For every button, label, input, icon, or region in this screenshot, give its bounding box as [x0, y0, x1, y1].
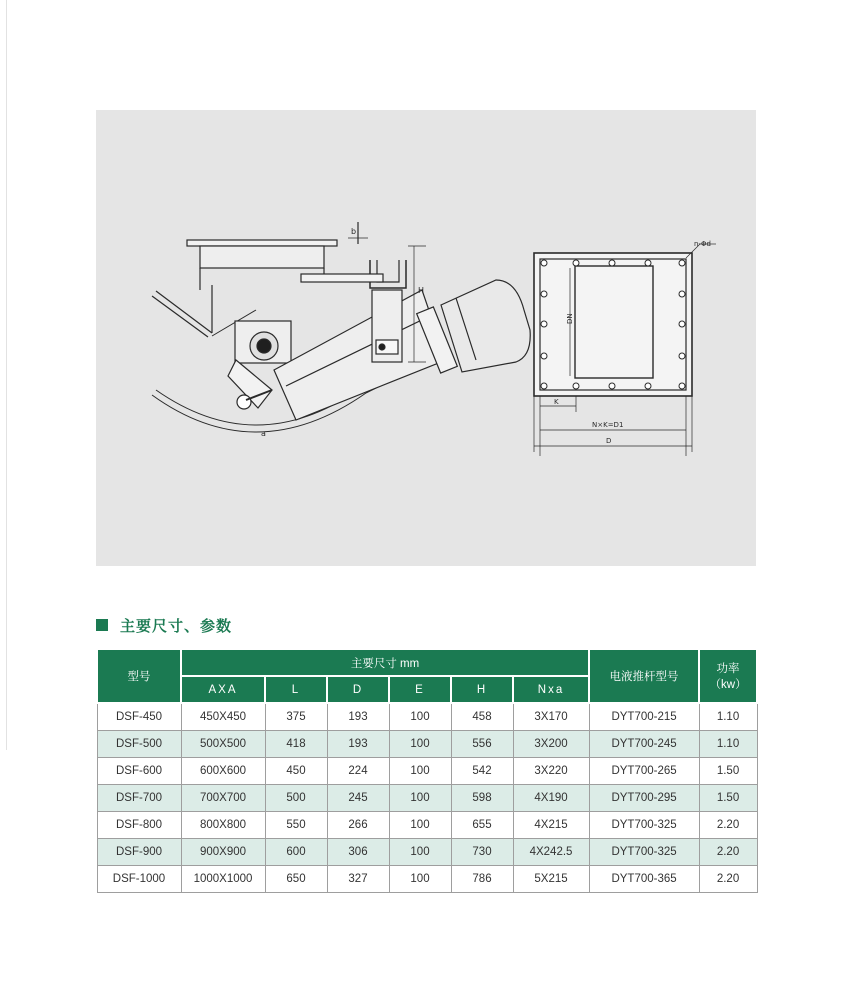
table-cell: 100 — [389, 731, 451, 758]
table-cell: 4X215 — [513, 812, 589, 839]
label-dn: DN — [566, 313, 574, 324]
table-cell: 500X500 — [181, 731, 265, 758]
table-cell: 600 — [265, 839, 327, 866]
header-actuator: 电液推杆型号 — [589, 649, 699, 703]
table-cell: DYT700-215 — [589, 703, 699, 731]
table-cell: 900X900 — [181, 839, 265, 866]
label-nxk-d1: N×K=D1 — [592, 421, 624, 429]
heading-marker-icon — [96, 619, 108, 631]
table-row — [97, 812, 757, 839]
table-cell: DYT700-325 — [589, 812, 699, 839]
table-cell: 306 — [327, 839, 389, 866]
table-cell: 450 — [265, 758, 327, 785]
table-cell: DSF-600 — [97, 758, 181, 785]
table-cell: DYT700-245 — [589, 731, 699, 758]
header-power — [699, 649, 757, 703]
table-cell: 193 — [327, 731, 389, 758]
table-cell: 3X220 — [513, 758, 589, 785]
table-cell: 600X600 — [181, 758, 265, 785]
table-cell: 655 — [451, 812, 513, 839]
spec-table — [96, 648, 758, 893]
header-dims-group: 主要尺寸 mm — [181, 649, 589, 676]
label-h: H — [418, 286, 425, 295]
header-nxa: Nxa — [513, 676, 589, 703]
table-cell: 458 — [451, 703, 513, 731]
table-cell: 3X170 — [513, 703, 589, 731]
table-cell: 550 — [265, 812, 327, 839]
table-cell: 100 — [389, 703, 451, 731]
table-cell: 1.50 — [699, 785, 757, 812]
table-cell: 1000X1000 — [181, 866, 265, 893]
table-cell: 2.20 — [699, 839, 757, 866]
label-d: D — [606, 437, 612, 445]
label-k: K — [554, 398, 559, 406]
table-cell: 450X450 — [181, 703, 265, 731]
header-e: E — [389, 676, 451, 703]
table-cell: 100 — [389, 839, 451, 866]
header-l: L — [265, 676, 327, 703]
table-cell: 2.20 — [699, 866, 757, 893]
page-edge-line — [6, 0, 7, 750]
header-model: 型号 — [97, 649, 181, 703]
table-cell: 266 — [327, 812, 389, 839]
table-cell: 375 — [265, 703, 327, 731]
table-cell: DSF-900 — [97, 839, 181, 866]
technical-drawing-panel — [96, 110, 756, 566]
table-cell: DSF-500 — [97, 731, 181, 758]
label-b: b — [351, 227, 357, 236]
section-heading — [96, 615, 232, 635]
flange-front-view — [534, 240, 716, 456]
table-cell: DYT700-265 — [589, 758, 699, 785]
table-cell: 786 — [451, 866, 513, 893]
table-cell: 800X800 — [181, 812, 265, 839]
table-cell: 2.20 — [699, 812, 757, 839]
label-a: a — [261, 429, 266, 438]
table-cell: DSF-800 — [97, 812, 181, 839]
table-cell: 327 — [327, 866, 389, 893]
table-cell: 650 — [265, 866, 327, 893]
table-cell: DSF-1000 — [97, 866, 181, 893]
label-n-phi-d: n-Φd — [694, 240, 711, 248]
table-cell: 193 — [327, 703, 389, 731]
table-cell: DYT700-365 — [589, 866, 699, 893]
table-cell: 556 — [451, 731, 513, 758]
table-cell: 224 — [327, 758, 389, 785]
table-cell: 1.50 — [699, 758, 757, 785]
header-d: D — [327, 676, 389, 703]
table-cell: 700X700 — [181, 785, 265, 812]
table-cell: 100 — [389, 758, 451, 785]
table-cell: DYT700-295 — [589, 785, 699, 812]
table-cell: 542 — [451, 758, 513, 785]
table-row — [97, 758, 757, 785]
table-cell: 418 — [265, 731, 327, 758]
technical-drawing — [96, 110, 756, 566]
table-cell: 5X215 — [513, 866, 589, 893]
table-cell: 4X242.5 — [513, 839, 589, 866]
header-h: H — [451, 676, 513, 703]
header-power-line1: 功率 — [716, 663, 740, 675]
table-row — [97, 703, 757, 731]
valve-side-view — [152, 222, 530, 438]
header-axa: AXA — [181, 676, 265, 703]
table-row — [97, 785, 757, 812]
header-power-line2: （kw） — [709, 679, 747, 691]
table-cell: 100 — [389, 866, 451, 893]
table-cell: 500 — [265, 785, 327, 812]
table-cell: DSF-700 — [97, 785, 181, 812]
table-cell: 598 — [451, 785, 513, 812]
table-row — [97, 839, 757, 866]
table-cell: 1.10 — [699, 703, 757, 731]
section-title: 主要尺寸、参数 — [120, 616, 233, 635]
table-cell: 100 — [389, 785, 451, 812]
table-cell: DSF-450 — [97, 703, 181, 731]
table-cell: 730 — [451, 839, 513, 866]
table-cell: 100 — [389, 812, 451, 839]
table-cell: 245 — [327, 785, 389, 812]
table-cell: DYT700-325 — [589, 839, 699, 866]
table-cell: 4X190 — [513, 785, 589, 812]
table-row — [97, 731, 757, 758]
table-cell: 1.10 — [699, 731, 757, 758]
table-row — [97, 866, 757, 893]
table-cell: 3X200 — [513, 731, 589, 758]
